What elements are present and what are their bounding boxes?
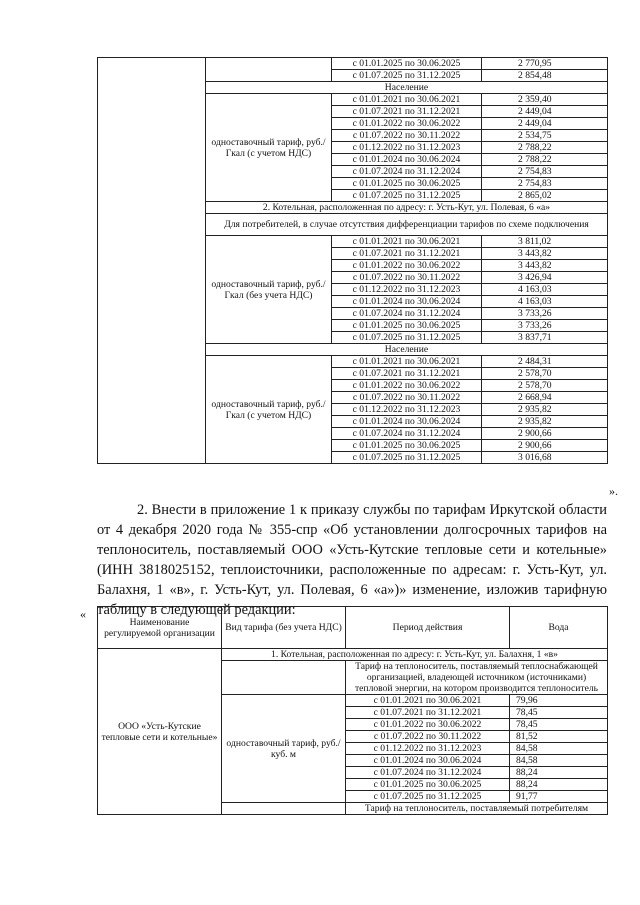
value-cell: 84,58	[510, 743, 608, 755]
blank-tariff-cell	[206, 58, 332, 82]
period-cell: с 01.01.2022 по 30.06.2022	[332, 260, 482, 272]
period-cell: с 01.01.2021 по 30.06.2021	[332, 94, 482, 106]
value-cell: 78,45	[510, 719, 608, 731]
header-tariff-type: Вид тарифа (без учета НДС)	[222, 607, 346, 649]
value-cell: 2 668,94	[482, 392, 608, 404]
value-cell: 4 163,03	[482, 284, 608, 296]
value-cell: 3 811,02	[482, 236, 608, 248]
period-cell: с 01.07.2021 по 31.12.2021	[332, 106, 482, 118]
header-period: Период действия	[346, 607, 510, 649]
period-cell: с 01.07.2025 по 31.12.2025	[332, 452, 482, 464]
period-cell: с 01.07.2022 по 30.11.2022	[332, 392, 482, 404]
opening-quote: «	[80, 607, 86, 621]
period-cell: с 01.12.2022 по 31.12.2023	[332, 404, 482, 416]
value-cell: 2 770,95	[482, 58, 608, 70]
blank-tariff-cell	[222, 661, 346, 695]
consumers-note-row: Для потребителей, в случае отсутствия дифференциации тарифов по схеме подключения	[206, 214, 608, 236]
period-cell: с 01.01.2022 по 30.06.2022	[346, 719, 510, 731]
blank-tariff-cell	[222, 803, 346, 815]
value-cell: 4 163,03	[482, 296, 608, 308]
value-cell: 2 754,83	[482, 166, 608, 178]
value-cell: 2 484,31	[482, 356, 608, 368]
value-cell: 78,45	[510, 707, 608, 719]
value-cell: 3 733,26	[482, 320, 608, 332]
value-cell: 81,52	[510, 731, 608, 743]
period-cell: с 01.01.2021 по 30.06.2021	[332, 356, 482, 368]
period-cell: с 01.07.2025 по 31.12.2025	[332, 332, 482, 344]
tariff-type-cell: одноставочный тариф, руб./куб. м	[222, 695, 346, 803]
heat-supply-note-row: Тариф на теплоноситель, поставляемый теплоснабжающей организацией, владеющей источником (источниками) тепловой энергии, на котором производится теплоноситель	[346, 661, 608, 695]
value-cell: 2 935,82	[482, 404, 608, 416]
period-cell: с 01.07.2024 по 31.12.2024	[332, 428, 482, 440]
tariff-type-cell: одноставочный тариф, руб./Гкал (с учетом НДС)	[206, 356, 332, 464]
period-cell: с 01.01.2025 по 30.06.2025	[346, 779, 510, 791]
boiler-address-row: 1. Котельная, расположенная по адресу: г. Усть-Кут, ул. Балахня, 1 «в»	[222, 649, 608, 661]
tariff-table-coolant	[97, 606, 608, 815]
period-cell: с 01.07.2022 по 30.11.2022	[332, 272, 482, 284]
period-cell: с 01.07.2021 по 31.12.2021	[346, 707, 510, 719]
value-cell: 84,58	[510, 755, 608, 767]
value-cell: 3 016,68	[482, 452, 608, 464]
period-cell: с 01.01.2025 по 30.06.2025	[332, 58, 482, 70]
period-cell: с 01.01.2025 по 30.06.2025	[332, 320, 482, 332]
header-org: Наименование регулируемой организации	[98, 607, 222, 649]
period-cell: с 01.07.2021 по 31.12.2021	[332, 368, 482, 380]
value-cell: 2 935,82	[482, 416, 608, 428]
value-cell: 88,24	[510, 767, 608, 779]
period-cell: с 01.01.2025 по 30.06.2025	[332, 440, 482, 452]
blank-left-cell	[98, 58, 206, 464]
period-cell: с 01.07.2022 по 30.11.2022	[346, 731, 510, 743]
consumer-note-row: Тариф на теплоноситель, поставляемый потребителям	[346, 803, 608, 815]
value-cell: 3 443,82	[482, 260, 608, 272]
value-cell: 91,77	[510, 791, 608, 803]
period-cell: с 01.07.2024 по 31.12.2024	[332, 308, 482, 320]
period-cell: с 01.07.2024 по 31.12.2024	[332, 166, 482, 178]
value-cell: 2 754,83	[482, 178, 608, 190]
value-cell: 2 788,22	[482, 154, 608, 166]
period-cell: с 01.07.2025 по 31.12.2025	[332, 70, 482, 82]
value-cell: 2 900,66	[482, 440, 608, 452]
table-row	[98, 649, 608, 661]
value-cell: 2 854,48	[482, 70, 608, 82]
period-cell: с 01.01.2021 по 30.06.2021	[332, 236, 482, 248]
period-cell: с 01.01.2024 по 30.06.2024	[332, 154, 482, 166]
period-cell: с 01.07.2025 по 31.12.2025	[346, 791, 510, 803]
value-cell: 3 426,94	[482, 272, 608, 284]
value-cell: 2 449,04	[482, 106, 608, 118]
tariff-type-cell: одноставочный тариф, руб./Гкал (без учета НДС)	[206, 236, 332, 344]
tariff-type-cell: одноставочный тариф, руб./Гкал (с учетом НДС)	[206, 94, 332, 202]
period-cell: с 01.01.2024 по 30.06.2024	[346, 755, 510, 767]
value-cell: 2 900,66	[482, 428, 608, 440]
value-cell: 2 534,75	[482, 130, 608, 142]
period-cell: с 01.01.2024 по 30.06.2024	[332, 416, 482, 428]
value-cell: 2 865,02	[482, 190, 608, 202]
closing-quote: ».	[609, 484, 618, 498]
period-cell: с 01.07.2022 по 30.11.2022	[332, 130, 482, 142]
value-cell: 2 578,70	[482, 380, 608, 392]
section-population: Население	[206, 82, 608, 94]
value-cell: 2 449,04	[482, 118, 608, 130]
period-cell: с 01.01.2022 по 30.06.2022	[332, 118, 482, 130]
value-cell: 79,96	[510, 695, 608, 707]
period-cell: с 01.07.2025 по 31.12.2025	[332, 190, 482, 202]
period-cell: с 01.07.2024 по 31.12.2024	[346, 767, 510, 779]
value-cell: 3 837,71	[482, 332, 608, 344]
period-cell: с 01.01.2022 по 30.06.2022	[332, 380, 482, 392]
value-cell: 2 359,40	[482, 94, 608, 106]
org-name-cell: ООО «Усть-Кутские тепловые сети и котельные»	[98, 649, 222, 815]
period-cell: с 01.12.2022 по 31.12.2023	[332, 284, 482, 296]
period-cell: с 01.01.2025 по 30.06.2025	[332, 178, 482, 190]
period-cell: с 01.12.2022 по 31.12.2023	[346, 743, 510, 755]
table-row	[98, 58, 608, 70]
value-cell: 3 733,26	[482, 308, 608, 320]
value-cell: 2 788,22	[482, 142, 608, 154]
period-cell: с 01.12.2022 по 31.12.2023	[332, 142, 482, 154]
section-population: Население	[206, 344, 608, 356]
period-cell: с 01.01.2024 по 30.06.2024	[332, 296, 482, 308]
boiler-address-row: 2. Котельная, расположенная по адресу: г. Усть-Кут, ул. Полевая, 6 «а»	[206, 202, 608, 214]
amendment-paragraph: 2. Внести в приложение 1 к приказу службы по тарифам Иркутской области от 4 декабря 2020 года № 355-спр «Об установлении долгосрочных тарифов на теплоноситель, поставляемый ООО «Усть-Кутские тепловые сети и котельные» (ИНН 3818025152, теплоисточники, расположенные по адресам: г. Усть-Кут, ул. Балахня, 1 «в», г. Усть-Кут, ул. Полевая, 6 «а»)» изменение, изложив тарифную таблицу в следующей редакции:	[97, 502, 607, 618]
period-cell: с 01.07.2021 по 31.12.2021	[332, 248, 482, 260]
tariff-table-heat	[97, 57, 608, 464]
header-water: Вода	[510, 607, 608, 649]
value-cell: 2 578,70	[482, 368, 608, 380]
value-cell: 3 443,82	[482, 248, 608, 260]
period-cell: с 01.01.2021 по 30.06.2021	[346, 695, 510, 707]
value-cell: 88,24	[510, 779, 608, 791]
